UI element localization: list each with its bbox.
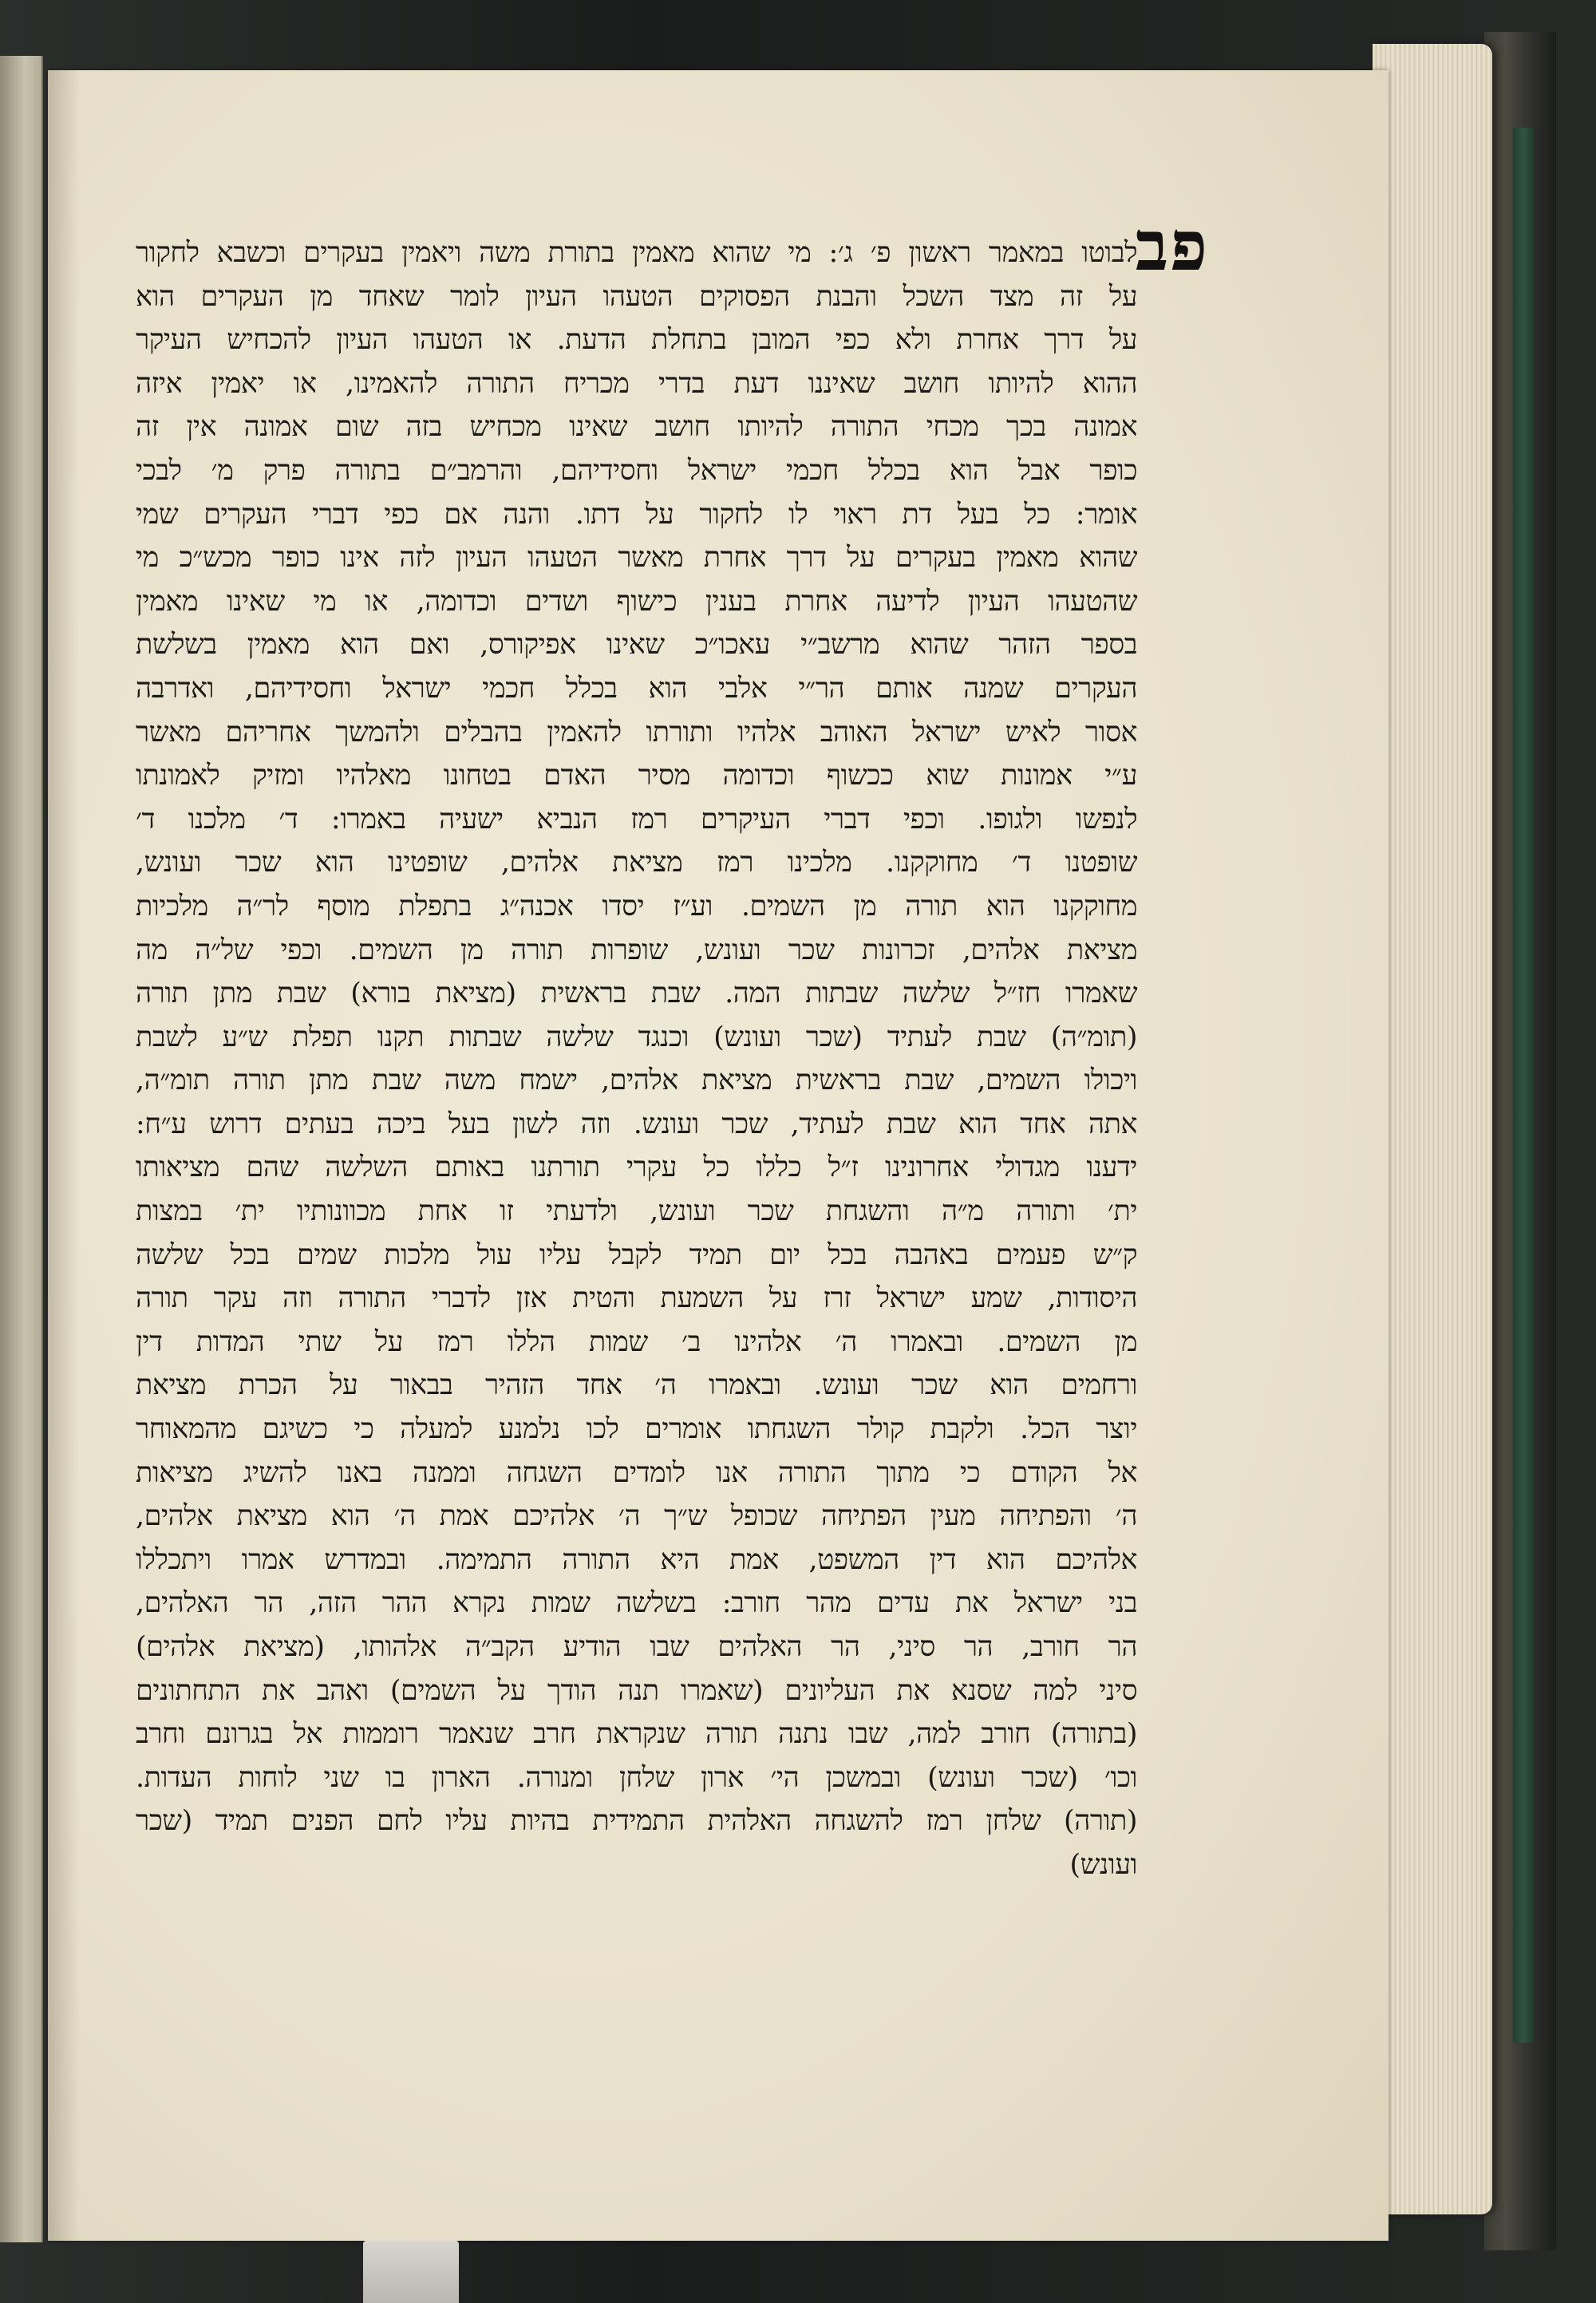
text-line: מן השמים. ובאמרו ה׳ אלהינו ב׳ שמות הללו רמז על שתי המדות דין [136,1325,1137,1358]
text-line: ה׳ והפתיחה מעין הפתיחה שכופל ש״ך ה׳ אלהיכם אמת ה׳ הוא מציאת אלהים, [136,1500,1137,1533]
text-line: על זה מצד השכל והבנת הפסוקים הטעהו העיון לומר שאחד מן העקרים הוא [136,280,1137,313]
text-line: היסודות, שמע ישראל זרז על השמעת והטית אזן לדברי התורה וזה עקר תורה [136,1282,1137,1315]
text-line: על דרך אחרת ולא כפי המובן בתחלת הדעת. או הטעהו העיון להכחיש העיקר [136,324,1137,357]
cover-cloth-strip [1513,128,1534,2043]
text-line: ורחמים הוא שכר ועונש. ובאמרו ה׳ אחד הזהיר בבאור על הכרת מציאת [136,1369,1137,1402]
bookmark-tab [363,2241,459,2303]
text-line: וכו׳ (שכר ועונש) ובמשכן הי׳ ארון שלחן ומנורה. הארון בו שני לוחות העדות. [136,1761,1137,1794]
text-line: ויכולו השמים, שבת בראשית מציאת אלהים, ישמח משה שבת מתן תורה תומ״ה, [136,1065,1137,1097]
text-line: שאמרו חז״ל שלשה שבתות המה. שבת בראשית (מציאת בורא) שבת מתן תורה [136,978,1137,1010]
text-line: לבוטו במאמר ראשון פ׳ ג׳: מי שהוא מאמין בתורת משה ויאמין בעקרים וכשבא לחקור [136,237,1137,269]
text-line: מחוקקנו הוא תורה מן השמים. וע״ז יסדו אכנה״ג בתפלת מוסף לר״ה מלכיות [136,890,1137,922]
text-line: בני ישראל את עדים מהר חורב: בשלשה שמות נקרא ההר הזה, הר האלהים, [136,1587,1137,1620]
text-line: שופטנו ד׳ מחוקקנו. מלכינו רמז מציאת אלהים, שופטינו הוא שכר ועונש, [136,847,1137,879]
page-text-block [136,231,1137,1887]
text-line: אלהיכם הוא דין המשפט, אמת היא התורה התמימה. ובמדרש אמרו ויתכללו [136,1543,1137,1576]
text-line: העקרים שמנה אותם הר״י אלבי הוא בכלל חכמי ישראל וחסידיהם, ואדרבה [136,672,1137,705]
page-number: פב [1135,206,1209,286]
text-line: (תורה) שלחן רמז להשגחה האלהית התמידית בהיות עליו לחם הפנים תמיד (שכר [136,1805,1137,1838]
text-line: שהטעהו העיון לדיעה אחרת בענין כישוף ושדים וכדומה, או מי שאינו מאמין [136,585,1137,618]
text-line: אתה אחד הוא שבת לעתיד, שכר ועונש. וזה לשון בעל ביכה בעתים דרוש ע״ח: [136,1108,1137,1140]
text-line: שהוא מאמין בעקרים על דרך אחרת מאשר הטעהו העיון לזה אינו כופר מכש״כ מי [136,542,1137,575]
text-line: (בתורה) חורב למה, שבו נתנה תורה שנקראת חרב שנאמר רוממות אל בגרונם וחרב [136,1718,1137,1751]
text-line: אמונה בכך מכחי התורה להיותו חושב שאינו מכחיש בזה שום אמונה אין זה [136,411,1137,444]
page-block-edge [1373,44,1492,2214]
text-line: (תומ״ה) שבת לעתיד (שכר ועונש) וכנגד שלשה שבתות תקנו תפלת ש״ע לשבת [136,1021,1137,1053]
text-line: ועונש) [1069,1848,1137,1881]
facing-page-edge [0,56,43,2242]
text-line: יוצר הכל. ולקבת קולר השגחתו אומרים לכו נלמנע למעלה כי כשיגם מהמאוחר [136,1413,1137,1446]
text-line: סיני למה שסנא את העליונים (שאמרו תנה הודך על השמים) ואהב את התחתונים [136,1674,1137,1707]
text-line: מציאת אלהים, זכרונות שכר ועונש, שופרות תורה מן השמים. וכפי של״ה מה [136,934,1137,966]
text-line: הר חורב, הר סיני, הר האלהים שבו הודיע הקב״ה אלהותו, (מציאת אלהים) [136,1631,1137,1663]
text-line: אל הקודם כי מתוך התורה אנו לומדים השגחה וממנה באנו להשיג מציאות [136,1456,1137,1489]
text-line: ית׳ ותורה מ״ה והשגחת שכר ועונש, ולדעתי זו אחת מכוונותיו ית׳ במצות [136,1195,1137,1228]
text-line: כופר אבל הוא בכלל חכמי ישראל וחסידיהם, והרמב״ם בתורה פרק מ׳ לבכי [136,454,1137,487]
text-line: בספר הזהר שהוא מרשב״י עאכו״כ שאינו אפיקורס, ואם הוא מאמין בשלשת [136,629,1137,662]
text-line: ידענו מגדולי אחרונינו ז״ל כללו כל עקרי תורתנו באותם השלשה שהם מציאותו [136,1152,1137,1184]
text-line: ע״י אמונות שוא ככשוף וכדומה מסיר האדם בטחונו מאלהיו ומזיק לאמונתו [136,760,1137,792]
text-line: אסור לאיש ישראל האוהב אלהיו ותורתו להאמין בהבלים ולהמשך אחריהם מאשר [136,716,1137,749]
text-line: ההוא להיותו חושב שאיננו דעת בדרי מכריח התורה להאמינו, או יאמין איזה [136,367,1137,400]
text-line: אומר: כל בעל דת ראוי לו לחקור על דתו. והנה אם כפי דברי העקרים שמי [136,498,1137,531]
text-line: ק״ש פעמים באהבה בכל יום תמיד לקבל עליו עול מלכות שמים בכל שלשה [136,1238,1137,1271]
text-line: לנפשו ולגופו. וכפי דברי העיקרים רמז הנביא ישעיה באמרו: ד׳ מלכנו ד׳ [136,803,1137,835]
